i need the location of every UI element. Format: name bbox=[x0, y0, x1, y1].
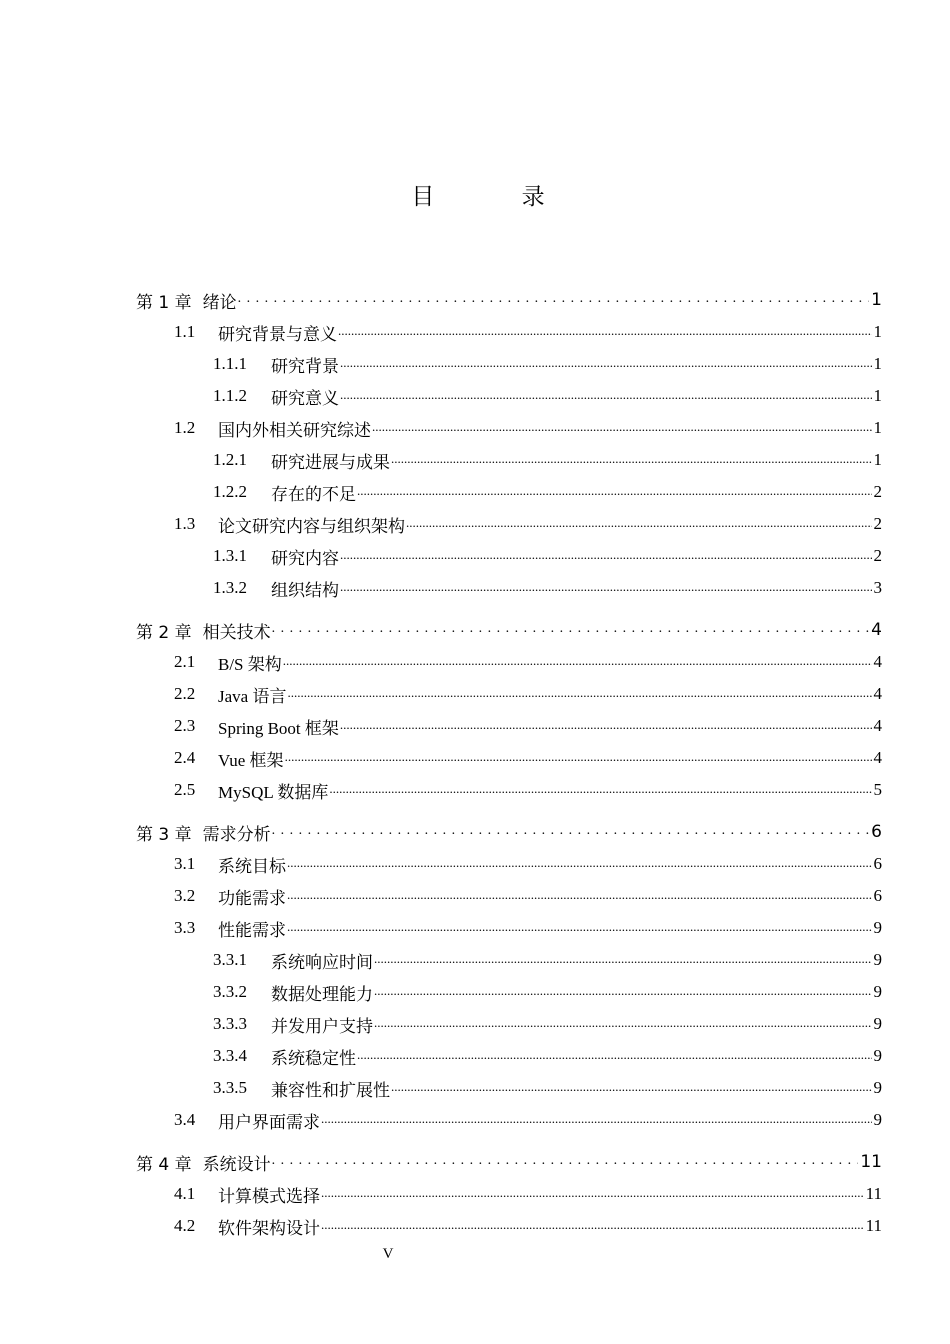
toc-entry-title: 系统目标 bbox=[218, 856, 286, 876]
toc-entry-number: 3.4 bbox=[174, 1110, 196, 1129]
toc-section-entry[interactable] bbox=[0, 509, 882, 539]
toc-entry-title: 需求分析 bbox=[202, 824, 271, 845]
toc-entry-title: 研究内容 bbox=[271, 548, 339, 568]
toc-section-entry[interactable] bbox=[0, 775, 882, 805]
toc-section-entry[interactable] bbox=[0, 1211, 882, 1241]
toc-entry-title: 国内外相关研究综述 bbox=[218, 420, 371, 440]
toc-dot-leader bbox=[340, 573, 872, 603]
toc-dot-leader bbox=[374, 977, 872, 1007]
toc-page-number: 6 bbox=[871, 822, 882, 842]
toc-dot-leader bbox=[340, 541, 872, 571]
toc-dot-leader bbox=[321, 1179, 864, 1209]
toc-entry-number: 4.2 bbox=[174, 1216, 196, 1235]
toc-subsection-entry[interactable] bbox=[0, 1041, 882, 1071]
toc-entry-number: 第 2 章 bbox=[136, 622, 192, 643]
toc-page-number: 9 bbox=[873, 918, 882, 937]
toc-entry-number: 2.5 bbox=[174, 780, 196, 799]
toc-section-entry[interactable] bbox=[0, 413, 882, 443]
toc-entry-title: 系统设计 bbox=[202, 1154, 271, 1175]
toc-page-number: 11 bbox=[860, 1152, 882, 1172]
toc-page-number: 4 bbox=[873, 652, 882, 671]
toc-entry-title: 研究意义 bbox=[271, 388, 339, 408]
toc-page-number: 9 bbox=[873, 950, 882, 969]
page-footer-number: V bbox=[382, 1246, 394, 1262]
toc-entry-title: 绪论 bbox=[202, 292, 237, 313]
toc-entry-title: B/S 架构 bbox=[218, 654, 282, 674]
toc-chapter-entry[interactable] bbox=[0, 817, 882, 847]
toc-dot-leader bbox=[272, 615, 870, 645]
toc-entry-number: 1.2.1 bbox=[213, 450, 247, 469]
toc-entry-number: 3.3.2 bbox=[213, 982, 247, 1001]
toc-dot-leader bbox=[391, 1073, 872, 1103]
toc-page-number: 5 bbox=[873, 780, 882, 799]
toc-entry-number: 1.2 bbox=[174, 418, 196, 437]
toc-chapter-entry[interactable] bbox=[0, 1147, 882, 1177]
toc-entry-number: 1.3.1 bbox=[213, 546, 247, 565]
toc-entry-title: 存在的不足 bbox=[271, 484, 356, 504]
toc-entry-title: Spring Boot 框架 bbox=[218, 718, 339, 738]
toc-entry-number: 3.3.4 bbox=[213, 1046, 247, 1065]
toc-entry-number: 4.1 bbox=[174, 1184, 196, 1203]
toc-dot-leader bbox=[287, 679, 871, 709]
toc-entry-number: 2.1 bbox=[174, 652, 196, 671]
toc-section-entry[interactable] bbox=[0, 679, 882, 709]
toc-subsection-entry[interactable] bbox=[0, 445, 882, 475]
toc-entry-number: 1.3.2 bbox=[213, 578, 247, 597]
toc-section-entry[interactable] bbox=[0, 1105, 882, 1135]
toc-entry-title: 相关技术 bbox=[202, 622, 271, 643]
toc-page-number: 9 bbox=[873, 1110, 882, 1129]
toc-dot-leader bbox=[287, 849, 872, 879]
toc-page-number: 6 bbox=[873, 854, 882, 873]
toc-entry-title: 软件架构设计 bbox=[218, 1218, 320, 1238]
toc-dot-leader bbox=[287, 913, 872, 943]
toc-page-number: 4 bbox=[873, 716, 882, 735]
toc-dot-leader bbox=[406, 509, 872, 539]
toc-page-number: 9 bbox=[873, 982, 882, 1001]
toc-dot-leader bbox=[272, 817, 870, 847]
toc-entry-number: 3.3.1 bbox=[213, 950, 247, 969]
toc-section-entry[interactable] bbox=[0, 647, 882, 677]
toc-entry-title: 计算模式选择 bbox=[218, 1186, 320, 1206]
toc-dot-leader bbox=[285, 743, 872, 773]
toc-page-number: 9 bbox=[873, 1078, 882, 1097]
toc-section-entry[interactable] bbox=[0, 849, 882, 879]
toc-entry-title: Vue 框架 bbox=[218, 750, 284, 770]
toc-entry-number: 3.3.3 bbox=[213, 1014, 247, 1033]
toc-entry-number: 第 3 章 bbox=[136, 824, 192, 845]
toc-dot-leader bbox=[374, 945, 872, 975]
toc-subsection-entry[interactable] bbox=[0, 945, 882, 975]
toc-section-entry[interactable] bbox=[0, 913, 882, 943]
page-title: 目 录 bbox=[411, 184, 585, 210]
toc-entry-number: 第 1 章 bbox=[136, 292, 192, 313]
toc-page-number: 9 bbox=[873, 1014, 882, 1033]
toc-dot-leader bbox=[321, 1105, 872, 1135]
toc-page-number: 4 bbox=[873, 684, 882, 703]
toc-entry-number: 3.3 bbox=[174, 918, 196, 937]
toc-dot-leader bbox=[340, 711, 872, 741]
toc-entry-number: 3.1 bbox=[174, 854, 196, 873]
toc-page-number: 4 bbox=[873, 748, 882, 767]
toc-entry-title: 组织结构 bbox=[271, 580, 339, 600]
toc-section-entry[interactable] bbox=[0, 743, 882, 773]
toc-entry-number: 第 4 章 bbox=[136, 1154, 192, 1175]
toc-section-entry[interactable] bbox=[0, 711, 882, 741]
toc-entry-title: 并发用户支持 bbox=[271, 1016, 373, 1036]
toc-page-number: 2 bbox=[873, 514, 882, 533]
toc-entry-title: 系统稳定性 bbox=[271, 1048, 356, 1068]
toc-entry-number: 2.2 bbox=[174, 684, 196, 703]
toc-chapter-entry[interactable] bbox=[0, 615, 882, 645]
toc-dot-leader bbox=[357, 477, 872, 507]
toc-dot-leader bbox=[374, 1009, 872, 1039]
toc-page-number: 1 bbox=[871, 290, 882, 310]
toc-dot-leader bbox=[357, 1041, 872, 1071]
toc-entry-number: 2.4 bbox=[174, 748, 196, 767]
toc-entry-title: 用户界面需求 bbox=[218, 1112, 320, 1132]
toc-entry-title: 功能需求 bbox=[218, 888, 286, 908]
toc-page-number: 3 bbox=[873, 578, 882, 597]
toc-entry-title: 系统响应时间 bbox=[271, 952, 373, 972]
toc-page-number: 1 bbox=[873, 418, 882, 437]
toc-dot-leader bbox=[340, 381, 872, 411]
toc-dot-leader bbox=[287, 881, 872, 911]
toc-entry-title: 研究背景与意义 bbox=[218, 324, 337, 344]
toc-dot-leader bbox=[329, 775, 871, 805]
toc-subsection-entry[interactable] bbox=[0, 1009, 882, 1039]
toc-dot-leader bbox=[272, 1147, 859, 1177]
toc-page-number: 4 bbox=[871, 620, 882, 640]
toc-entry-number: 1.3 bbox=[174, 514, 196, 533]
toc-entry-title: 研究背景 bbox=[271, 356, 339, 376]
toc-dot-leader bbox=[283, 647, 872, 677]
toc-subsection-entry[interactable] bbox=[0, 381, 882, 411]
toc-dot-leader bbox=[372, 413, 872, 443]
toc-entry-number: 3.2 bbox=[174, 886, 196, 905]
toc-entry-number: 2.3 bbox=[174, 716, 196, 735]
toc-dot-leader bbox=[391, 445, 872, 475]
toc-page-number: 11 bbox=[865, 1216, 882, 1235]
toc-subsection-entry[interactable] bbox=[0, 477, 882, 507]
toc-chapter-entry[interactable] bbox=[0, 285, 882, 315]
toc-entry-number: 3.3.5 bbox=[213, 1078, 247, 1097]
toc-entry-title: 论文研究内容与组织架构 bbox=[218, 516, 405, 536]
toc-entry-number: 1.1.2 bbox=[213, 386, 247, 405]
toc-subsection-entry[interactable] bbox=[0, 977, 882, 1007]
toc-section-entry[interactable] bbox=[0, 881, 882, 911]
toc-subsection-entry[interactable] bbox=[0, 541, 882, 571]
toc-entry-number: 1.1.1 bbox=[213, 354, 247, 373]
toc-subsection-entry[interactable] bbox=[0, 1073, 882, 1103]
toc-dot-leader bbox=[340, 349, 872, 379]
toc-page-number: 1 bbox=[873, 386, 882, 405]
toc-subsection-entry[interactable] bbox=[0, 349, 882, 379]
toc-page-number: 6 bbox=[873, 886, 882, 905]
toc-dot-leader bbox=[238, 285, 870, 315]
toc-entry-title: Java 语言 bbox=[218, 686, 287, 706]
toc-dot-leader bbox=[338, 317, 872, 347]
toc-entry-title: 性能需求 bbox=[218, 920, 286, 940]
toc-page-number: 11 bbox=[865, 1184, 882, 1203]
toc-section-entry[interactable] bbox=[0, 1179, 882, 1209]
toc-page-number: 1 bbox=[873, 450, 882, 469]
toc-entry-number: 1.1 bbox=[174, 322, 196, 341]
toc-page-number: 2 bbox=[873, 546, 882, 565]
toc-entry-title: MySQL 数据库 bbox=[218, 782, 329, 802]
toc-page-number: 1 bbox=[873, 322, 882, 341]
toc-entry-title: 数据处理能力 bbox=[271, 984, 373, 1004]
toc-dot-leader bbox=[321, 1211, 864, 1241]
toc-subsection-entry[interactable] bbox=[0, 573, 882, 603]
toc-entry-number: 1.2.2 bbox=[213, 482, 247, 501]
toc-page-number: 2 bbox=[873, 482, 882, 501]
toc-entry-title: 研究进展与成果 bbox=[271, 452, 390, 472]
toc-page-number: 1 bbox=[873, 354, 882, 373]
toc-entry-title: 兼容性和扩展性 bbox=[271, 1080, 390, 1100]
toc-section-entry[interactable] bbox=[0, 317, 882, 347]
toc-page-number: 9 bbox=[873, 1046, 882, 1065]
